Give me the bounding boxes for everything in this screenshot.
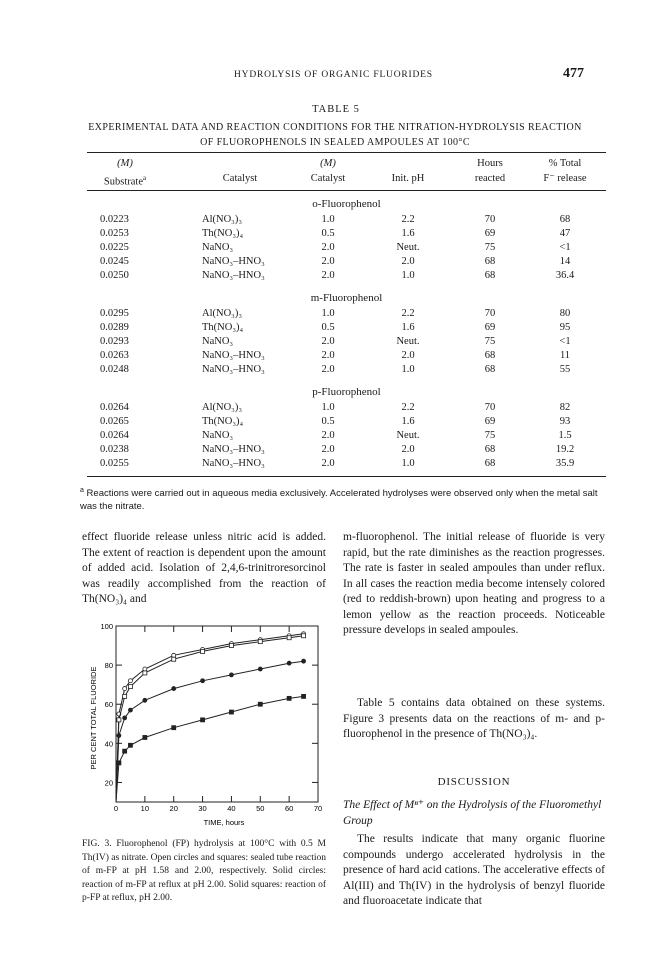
cell-ph: 1.6 — [401, 228, 415, 239]
cell-release: 93 — [559, 416, 571, 427]
cell-ph: 1.0 — [401, 458, 415, 469]
data-point-open-square — [258, 640, 262, 644]
cell-ph: 2.0 — [401, 256, 415, 267]
cell-hours: 75 — [484, 430, 496, 441]
x-tick-label: 10 — [140, 804, 150, 813]
cell-catalyst-conc: 2.0 — [321, 270, 335, 281]
cell-catalyst-conc: 0.5 — [321, 228, 335, 239]
cell-release: 36.4 — [555, 270, 575, 281]
data-point-solid-square — [201, 718, 205, 722]
data-point-solid-square — [287, 696, 291, 700]
y-tick-label: 100 — [100, 622, 113, 631]
cell-release: 35.9 — [555, 458, 575, 469]
cell-ph: 1.6 — [401, 416, 415, 427]
cell-catalyst-conc: 2.0 — [321, 444, 335, 455]
section-title: p-Fluorophenol — [312, 386, 381, 398]
cell-catalyst: NaNO₃–HNO₃ — [202, 364, 265, 375]
cell-catalyst-conc: 0.5 — [321, 322, 335, 333]
cell-substrate: 0.0263 — [100, 350, 129, 361]
data-point-solid-circle — [287, 661, 291, 665]
cell-substrate: 0.0225 — [100, 242, 129, 253]
cell-hours: 69 — [484, 322, 496, 333]
cell-release: 11 — [559, 350, 571, 361]
cell-ph: 2.2 — [401, 402, 415, 413]
cell-release: 82 — [559, 402, 571, 413]
cell-catalyst-conc: 2.0 — [321, 256, 335, 267]
cell-catalyst-conc: 2.0 — [321, 242, 335, 253]
data-point-open-square — [117, 718, 121, 722]
footnote-text: Reactions were carried out in aqueous media exclusively. Accelerated hydrolyses were observed only when the metal salt was the nitrate. — [80, 488, 598, 513]
cell-substrate: 0.0295 — [100, 308, 129, 319]
left-column-text — [82, 530, 326, 608]
cell-catalyst-conc: 2.0 — [321, 336, 335, 347]
table-header-rule — [87, 190, 606, 191]
cell-substrate: 0.0265 — [100, 416, 129, 427]
data-point-solid-square — [258, 702, 262, 706]
cell-catalyst: Th(NO₃)₄ — [202, 228, 244, 239]
cell-release: 55 — [559, 364, 571, 375]
data-point-open-circle — [123, 687, 127, 691]
y-tick-label: 20 — [104, 778, 113, 788]
cell-ph: 2.2 — [401, 214, 415, 225]
col-substrate-header — [95, 156, 155, 190]
cell-ph: 2.0 — [401, 350, 415, 361]
footnote-mark: a — [80, 487, 84, 494]
col-catalyst-m-bottom: Catalyst — [310, 173, 346, 184]
data-point-solid-square — [143, 735, 147, 739]
cell-catalyst-conc: 2.0 — [321, 430, 335, 441]
x-tick-label: 20 — [169, 804, 178, 813]
cell-ph: Neut. — [396, 242, 420, 253]
data-point-open-square — [302, 634, 306, 638]
table-bottom-rule — [87, 476, 606, 477]
figure-3-chart — [82, 618, 332, 828]
x-tick-label: 30 — [198, 804, 207, 813]
col-hours-top: Hours — [477, 158, 503, 169]
data-point-open-square — [128, 685, 132, 689]
cell-substrate: 0.0248 — [100, 364, 129, 375]
col-substrate-bottom: Substrate$^a$ — [103, 174, 147, 188]
table-top-rule — [87, 152, 606, 153]
cell-ph: 1.0 — [401, 364, 415, 375]
col-hours-bottom: reacted — [474, 173, 506, 184]
cell-catalyst: Th(NO₃)₄ — [202, 416, 244, 427]
running-head: HYDROLYSIS OF ORGANIC FLUORIDES — [234, 70, 433, 80]
data-point-solid-circle — [172, 687, 176, 691]
col-catalyst-m-header — [298, 156, 358, 186]
cell-catalyst-conc: 1.0 — [321, 214, 335, 225]
series-line-solid-square — [116, 696, 304, 802]
cell-substrate: 0.0253 — [100, 228, 129, 239]
col-catalyst-m-top: (M) — [320, 158, 336, 169]
cell-catalyst: NaNO₃–HNO₃ — [202, 444, 265, 455]
cell-ph: 2.0 — [401, 444, 415, 455]
cell-hours: 69 — [484, 416, 496, 427]
data-point-solid-square — [117, 761, 121, 765]
cell-substrate: 0.0289 — [100, 322, 129, 333]
cell-hours: 68 — [484, 458, 496, 469]
cell-hours: 70 — [484, 214, 496, 225]
cell-substrate: 0.0293 — [100, 336, 129, 347]
cell-catalyst: Al(NO₃)₃ — [202, 308, 242, 319]
data-point-open-square — [172, 657, 176, 661]
cell-catalyst-conc: 2.0 — [321, 364, 335, 375]
cell-catalyst: Al(NO₃)₃ — [202, 402, 242, 413]
paragraph: The results indicate that many organic fluorine compounds undergo accelerated hydrolysis in the presence of hard acid cations. The accelerative effects of Al(III) and Th(IV) in the hydrolysis of benzyl fluoride and fluoroacetate indicate that — [343, 833, 605, 907]
plot-frame — [116, 626, 318, 802]
page-number: 477 — [563, 66, 584, 81]
col-ph-header: Init. pH — [391, 173, 425, 184]
data-point-solid-square — [302, 694, 306, 698]
col-hours-header — [460, 156, 520, 186]
data-point-solid-circle — [123, 716, 127, 720]
cell-catalyst-conc: 2.0 — [321, 458, 335, 469]
data-point-solid-circle — [302, 659, 306, 663]
cell-catalyst-conc: 1.0 — [321, 308, 335, 319]
cell-hours: 70 — [484, 402, 496, 413]
data-point-open-circle — [172, 653, 176, 657]
cell-substrate: 0.0264 — [100, 402, 129, 413]
section-title: o-Fluorophenol — [312, 198, 381, 210]
x-tick-label: 50 — [256, 804, 265, 813]
x-tick-label: 0 — [113, 804, 119, 813]
y-axis-label: PER CENT TOTAL FLUORIDE — [89, 666, 98, 770]
cell-substrate: 0.0255 — [100, 458, 129, 469]
col-release-top: % Total — [548, 158, 582, 169]
data-point-solid-circle — [258, 667, 262, 671]
cell-catalyst: NaNO₃–HNO₃ — [202, 270, 265, 281]
cell-hours: 68 — [484, 256, 496, 267]
cell-release: 80 — [559, 308, 571, 319]
data-point-solid-square — [229, 710, 233, 714]
right-column-text-3 — [343, 832, 605, 910]
x-tick-label: 70 — [313, 804, 323, 813]
cell-catalyst: NaNO₃ — [202, 336, 234, 347]
y-tick-label: 40 — [104, 739, 113, 749]
section-title: m-Fluorophenol — [310, 292, 383, 304]
series-line-open-square — [116, 636, 304, 802]
table-caption — [60, 120, 610, 150]
data-point-solid-square — [172, 726, 176, 730]
cell-release: 68 — [559, 214, 571, 225]
cell-catalyst: NaNO₃–HNO₃ — [202, 458, 265, 469]
paragraph: effect fluoride release unless nitric acid is added. The extent of reaction is dependent upon the amount of added acid. Isolation of 2,4,6-trinitroresorcinol was readily accomplished from the reaction of Th(NO₃)₄ and — [82, 531, 326, 605]
data-point-solid-circle — [143, 698, 147, 702]
x-axis-label: TIME, hours — [203, 818, 245, 827]
table-footnote — [80, 484, 605, 513]
cell-hours: 69 — [484, 228, 496, 239]
cell-catalyst: NaNO₃ — [202, 242, 234, 253]
cell-ph: 2.2 — [401, 308, 415, 319]
cell-ph: 1.6 — [401, 322, 415, 333]
cell-catalyst-conc: 0.5 — [321, 416, 335, 427]
table-caption-line-2: OF FLUOROPHENOLS IN SEALED AMPOULES AT 100°C — [200, 137, 470, 148]
cell-hours: 68 — [484, 364, 496, 375]
cell-catalyst: NaNO₃ — [202, 430, 234, 441]
data-point-solid-circle — [201, 679, 205, 683]
cell-hours: 68 — [484, 270, 496, 281]
col-release-header — [530, 156, 600, 186]
series-line-solid-circle — [116, 661, 304, 802]
paragraph: m-fluorophenol. The initial release of fluoride is very rapid, but the rate diminishes as the reaction progresses. The rate is faster in sealed ampoules than under reflux. In all cases the reaction media become intensely colored (red to reddish-brown) upon heating and progress to a lemon yellow as the reaction proceeds. Noticeable pressure develops in sealed ampoules. — [343, 531, 605, 636]
data-point-open-square — [229, 644, 233, 648]
cell-release: 47 — [559, 228, 571, 239]
data-point-solid-square — [128, 743, 132, 747]
table-caption-line-1: EXPERIMENTAL DATA AND REACTION CONDITIONS FOR THE NITRATION-HYDROLYSIS REACTION — [88, 122, 582, 133]
cell-ph: Neut. — [396, 430, 420, 441]
cell-hours: 70 — [484, 308, 496, 319]
data-point-solid-square — [123, 749, 127, 753]
right-column-text — [343, 530, 605, 639]
cell-catalyst: NaNO₃–HNO₃ — [202, 350, 265, 361]
cell-substrate: 0.0264 — [100, 430, 129, 441]
data-point-open-square — [201, 649, 205, 653]
y-tick-label: 80 — [104, 661, 113, 671]
cell-release: <1 — [559, 242, 571, 253]
cell-catalyst: Al(NO₃)₃ — [202, 214, 242, 225]
cell-hours: 75 — [484, 336, 496, 347]
section-heading-discussion: DISCUSSION — [437, 776, 511, 788]
cell-substrate: 0.0250 — [100, 270, 129, 281]
data-point-open-circle — [128, 679, 132, 683]
col-catalyst-header: Catalyst — [222, 173, 258, 184]
data-point-open-square — [143, 671, 147, 675]
col-release-bottom: F⁻ release — [543, 173, 587, 184]
x-tick-label: 40 — [227, 804, 236, 813]
col-substrate-top: (M) — [117, 158, 133, 169]
subsection-heading: The Effect of Mⁿ⁺ on the Hydrolysis of the Fluoromethyl Group — [343, 799, 602, 827]
cell-hours: 75 — [484, 242, 496, 253]
cell-catalyst-conc: 2.0 — [321, 350, 335, 361]
data-point-solid-circle — [128, 708, 132, 712]
data-point-solid-circle — [117, 734, 121, 738]
data-point-solid-circle — [229, 673, 233, 677]
data-point-open-square — [123, 694, 127, 698]
table-number: TABLE 5 — [312, 104, 360, 115]
cell-ph: Neut. — [396, 336, 420, 347]
cell-release: <1 — [559, 336, 571, 347]
x-tick-label: 60 — [284, 804, 294, 813]
cell-catalyst: Th(NO₃)₄ — [202, 322, 244, 333]
cell-catalyst-conc: 1.0 — [321, 402, 335, 413]
cell-catalyst: NaNO₃–HNO₃ — [202, 256, 265, 267]
cell-release: 14 — [559, 256, 571, 267]
cell-release: 1.5 — [558, 430, 572, 441]
cell-substrate: 0.0238 — [100, 444, 129, 455]
right-column-text-2 — [343, 696, 605, 743]
cell-release: 19.2 — [555, 444, 575, 455]
data-point-open-circle — [143, 667, 147, 671]
cell-hours: 68 — [484, 444, 496, 455]
cell-substrate: 0.0223 — [100, 214, 129, 225]
figure-caption: FIG. 3. Fluorophenol (FP) hydrolysis at 100°C with 0.5 M Th(IV) as nitrate. Open circles and squares: sealed tube reaction of m-FP at pH 1.58 and 2.00, respectively. Solid circles: reaction of m-FP at reflux at pH 2.00. Solid squares: reaction of p-FP at reflux, pH 2.00. — [82, 839, 326, 903]
cell-ph: 1.0 — [401, 270, 415, 281]
cell-substrate: 0.0245 — [100, 256, 129, 267]
cell-release: 95 — [559, 322, 571, 333]
paragraph: Table 5 contains data obtained on these systems. Figure 3 presents data on the reactions of m- and p-fluorophenol in the presence of Th(NO₃)₄. — [343, 697, 605, 740]
data-point-open-square — [287, 636, 291, 640]
cell-hours: 68 — [484, 350, 496, 361]
y-tick-label: 60 — [104, 700, 113, 710]
